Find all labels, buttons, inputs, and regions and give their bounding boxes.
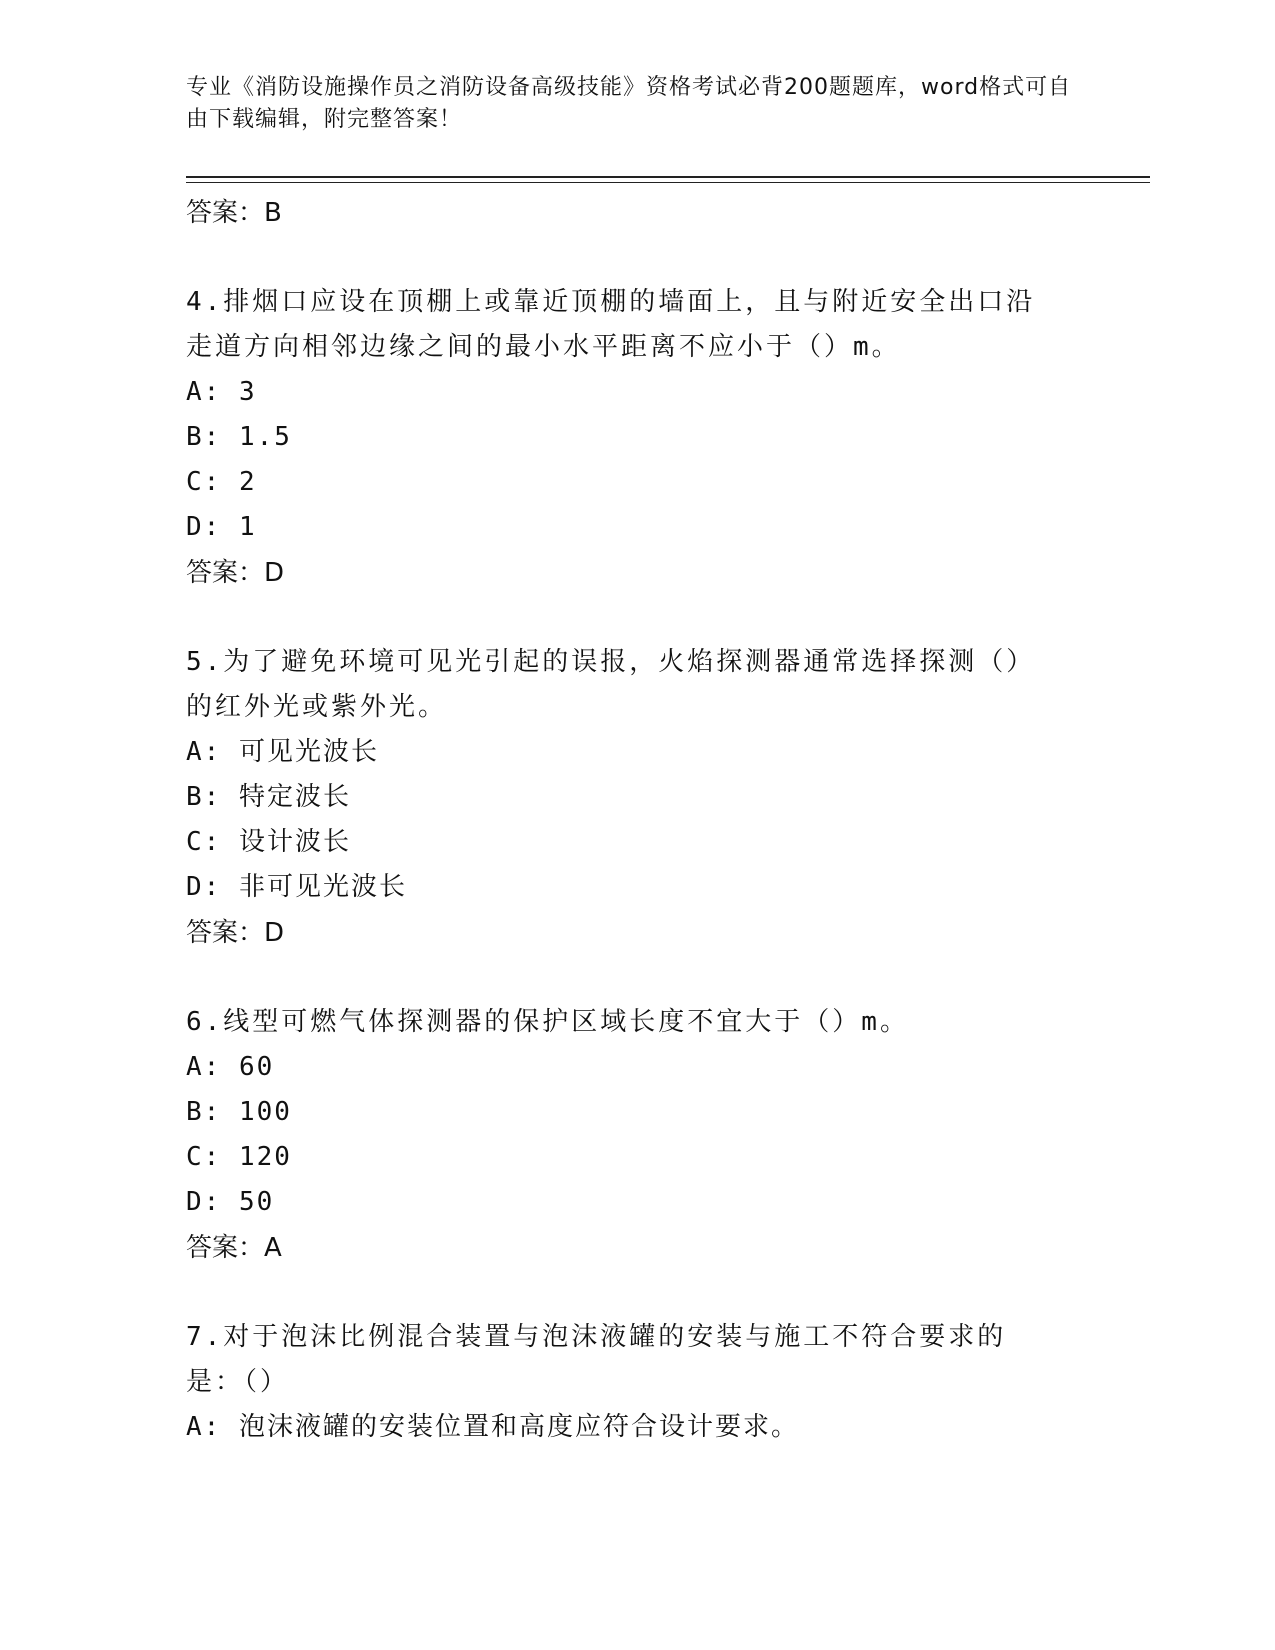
option-a: A: 泡沫液罐的安装位置和高度应符合设计要求。 [186, 1412, 799, 1442]
header-divider-thin [186, 182, 1150, 183]
option-c: C: 设计波长 [186, 827, 351, 857]
question-list [186, 190, 1086, 1450]
header-divider-thick [186, 176, 1150, 178]
option-d: D: 1 [186, 512, 257, 542]
question-text: 7.对于泡沫比例混合装置与泡沫液罐的安装与施工不符合要求的是：（） [186, 1322, 1007, 1397]
question-text: 5.为了避免环境可见光引起的误报，火焰探测器通常选择探测（）的红外光或紫外光。 [186, 647, 1036, 722]
option-d: D: 非可见光波长 [186, 872, 407, 902]
option-c: C: 2 [186, 467, 257, 497]
answer-line: 答案：A [186, 1233, 282, 1263]
option-d: D: 50 [186, 1187, 275, 1217]
option-b: B: 1.5 [186, 422, 292, 452]
option-a: A: 可见光波长 [186, 737, 379, 767]
answer-line: 答案：D [186, 558, 285, 588]
question-block [186, 1000, 1086, 1271]
question-block [186, 280, 1086, 596]
option-c: C: 120 [186, 1142, 292, 1172]
answer-line: 答案：D [186, 918, 285, 948]
option-b: B: 特定波长 [186, 782, 351, 812]
option-a: A: 3 [186, 377, 257, 407]
question-block [186, 1315, 1086, 1450]
question-block [186, 640, 1086, 956]
option-a: A: 60 [186, 1052, 275, 1082]
document-header: 专业《消防设施操作员之消防设备高级技能》资格考试必背200题题库，word格式可自由下载编辑，附完整答案！ [186, 75, 1072, 132]
answer-line: 答案：B [186, 198, 282, 228]
question-text: 4.排烟口应设在顶棚上或靠近顶棚的墙面上，且与附近安全出口沿走道方向相邻边缘之间的最小水平距离不应小于（）m。 [186, 287, 1036, 362]
option-b: B: 100 [186, 1097, 292, 1127]
question-text: 6.线型可燃气体探测器的保护区域长度不宜大于（）m。 [186, 1007, 909, 1037]
